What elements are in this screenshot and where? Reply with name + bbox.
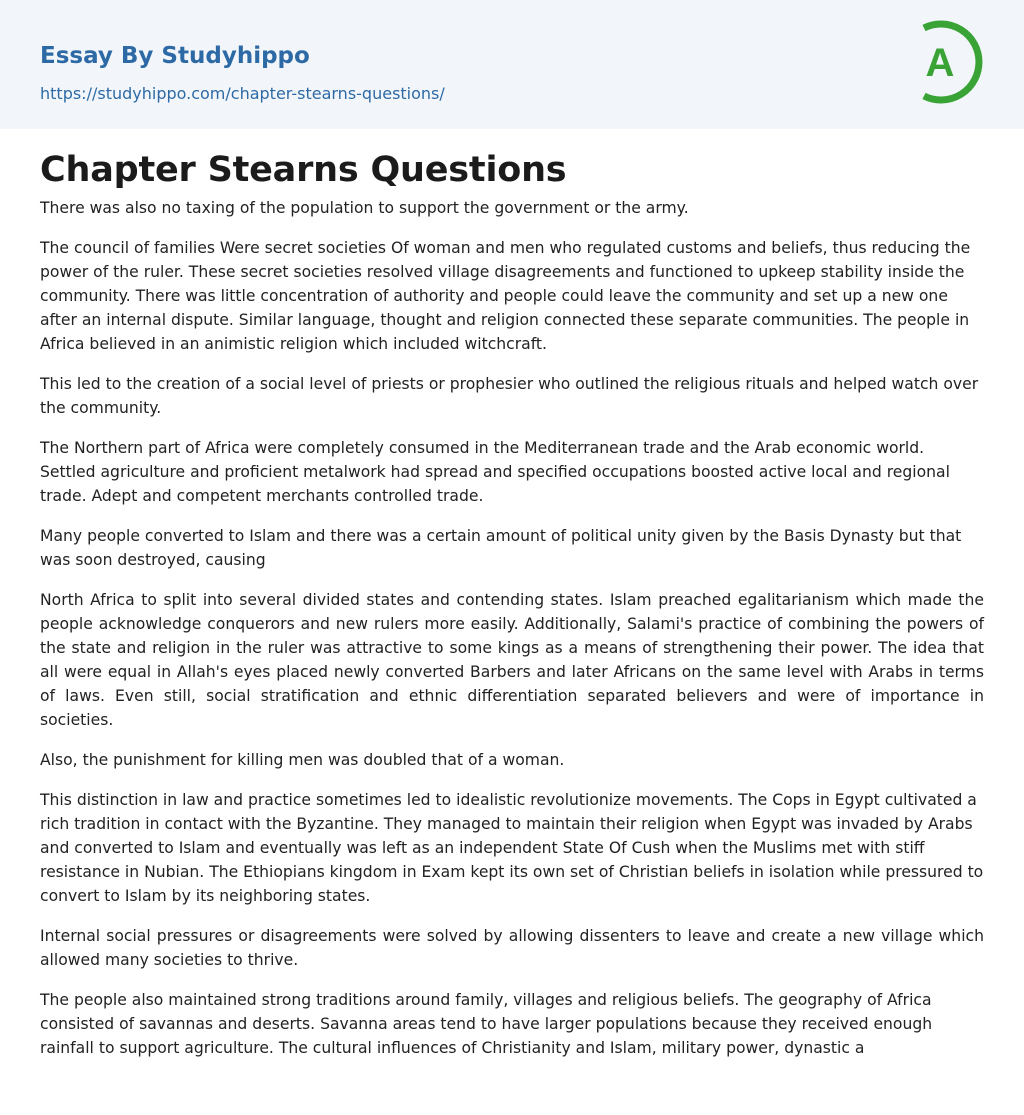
- essay-paragraph: Also, the punishment for killing men was doubled that of a woman.: [40, 751, 565, 769]
- essay-paragraph: The people also maintained strong traditions around family, villages and religious beliefs. The geography of Africa consisted of savannas and deserts. Savanna areas tend to have larger populations because they received enough rainfall to support agriculture. The cultural influences of Christianity and Islam, military power, dynastic a: [40, 991, 933, 1057]
- essay-paragraph: The council of families Were secret societies Of woman and men who regulated customs and beliefs, thus reducing the power of the ruler. These secret societies resolved village disagreements and functioned to upkeep stability inside the community. There was little concentration of authority and people could leave the community and set up a new one after an internal dispute. Similar language, thought and religion connected these separate communities. The people in Africa believed in an animistic religion which included witchcraft.: [40, 239, 971, 353]
- essay-paragraph: The Northern part of Africa were completely consumed in the Mediterranean trade and the Arab economic world. Settled agriculture and proficient metalwork had spread and specified occupations boosted active local and regional trade. Adept and competent merchants controlled trade.: [40, 439, 950, 505]
- essay-paragraph: Internal social pressures or disagreements were solved by allowing dissenters to leave and create a new village which allowed many societies to thrive.: [40, 927, 984, 969]
- essay-paragraph: Many people converted to Islam and there was a certain amount of political unity given by the Basis Dynasty but that was soon destroyed, causing: [40, 527, 962, 569]
- essay-paragraph: This distinction in law and practice sometimes led to idealistic revolutionize movements. The Cops in Egypt cultivated a rich tradition in contact with the Byzantine. They managed to maintain their religion when Egypt was invaded by Arabs and converted to Islam and eventually was left as an independent State Of Cush when the Muslims met with stiff resistance in Nubian. The Ethiopians kingdom in Exam kept its own set of Christian beliefs in isolation while pressured to convert to Islam by its neighboring states.: [40, 791, 984, 905]
- page-header: [0, 0, 1024, 129]
- essay-url-link[interactable]: https://studyhippo.com/chapter-stearns-questions/: [40, 84, 445, 103]
- essay-content: [0, 129, 1024, 1060]
- essay-paragraph: This led to the creation of a social level of priests or prophesier who outlined the religious rituals and helped watch over the community.: [40, 375, 979, 417]
- essay-title: Chapter Stearns Questions: [40, 150, 567, 190]
- site-brand[interactable]: Essay By Studyhippo: [40, 43, 310, 69]
- essay-paragraph: There was also no taxing of the population to support the government or the army.: [40, 199, 689, 217]
- essay-paragraph: North Africa to split into several divided states and contending states. Islam preached egalitarianism which made the people acknowledge conquerors and new rulers more easily. Additionally, Salami's practice of combining the powers of the state and religion in the ruler was attractive to some kings as a means of strengthening their power. The idea that all were equal in Allah's eyes placed newly converted Barbers and later Africans on the same level with Arabs in terms of laws. Even still, social stratification and ethnic differentiation separated believers and were of importance in societies.: [40, 591, 984, 729]
- studyhippo-logo-icon[interactable]: [910, 18, 988, 106]
- logo-letter: A: [925, 41, 955, 85]
